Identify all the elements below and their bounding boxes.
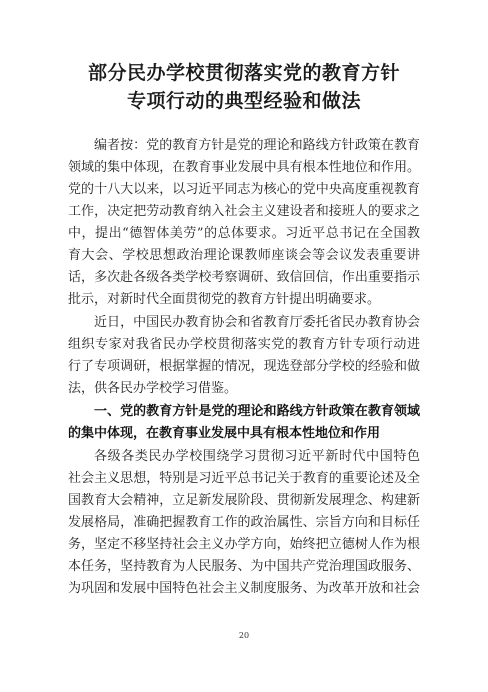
editor-note-line: 工作，决定把劳动教育纳入社会主义建设者和接班人的要求之	[68, 204, 420, 219]
section-heading-line: 一、党的教育方针是党的理论和路线方针政策在教育领域	[94, 404, 420, 419]
paragraph-line: 发展格局，准确把握教育工作的政治属性、宗旨方向和目标任	[68, 515, 420, 530]
paragraph-line: 近日，中国民办教育协会和省教育厅委托省民办教育协会	[94, 315, 420, 330]
editor-note-line: 中，提出“德智体美劳”的总体要求。习近平总书记在全国教	[68, 226, 420, 241]
document-title-line-1: 部分民办学校贯彻落实党的教育方针	[87, 62, 400, 84]
editor-note-line: 批示，对新时代全面贯彻党的教育方针提出明确要求。	[68, 292, 381, 307]
paragraph-line: 社会主义思想，特别是习近平总书记关于教育的重要论述及全	[68, 471, 420, 486]
paragraph-line: 法，供各民办学校学习借鉴。	[68, 381, 238, 396]
section-heading-line: 的集中体现，在教育事业发展中具有根本性地位和作用	[68, 426, 381, 441]
paragraph-line: 行了专项调研，根据掌握的情况，现选登部分学校的经验和做	[68, 359, 420, 374]
paragraph-line: 为巩固和发展中国特色社会主义制度服务、为改革开放和社会	[68, 581, 420, 596]
paragraph-line: 各级各类民办学校围绕学习贯彻习近平新时代中国特色	[94, 449, 420, 464]
editor-note-line: 育大会、学校思想政治理论课教师座谈会等会议发表重要讲	[68, 248, 420, 263]
editor-note-line: 党的十八大以来，以习近平同志为核心的党中央高度重视教育	[68, 182, 420, 197]
paragraph-line: 组织专家对我省民办学校贯彻落实党的教育方针专项行动进	[68, 337, 420, 352]
paragraph-line: 本任务，坚持教育为人民服务、为中国共产党治理国政服务、	[68, 559, 420, 574]
editor-note-line: 领域的集中体现，在教育事业发展中具有根本性地位和作用。	[68, 160, 420, 175]
paragraph-line: 国教育大会精神，立足新发展阶段、贯彻新发展理念、构建新	[68, 493, 420, 508]
document-title-line-2: 专项行动的典型经验和做法	[126, 90, 361, 112]
editor-note-line: 编者按：党的教育方针是党的理论和路线方针政策在教育	[94, 138, 420, 153]
editor-note-line: 话，多次赴各级各类学校考察调研、致信回信，作出重要指示	[68, 270, 420, 285]
paragraph-line: 务，坚定不移坚持社会主义办学方向，始终把立德树人作为根	[68, 537, 420, 552]
page-number: 20	[238, 631, 250, 640]
